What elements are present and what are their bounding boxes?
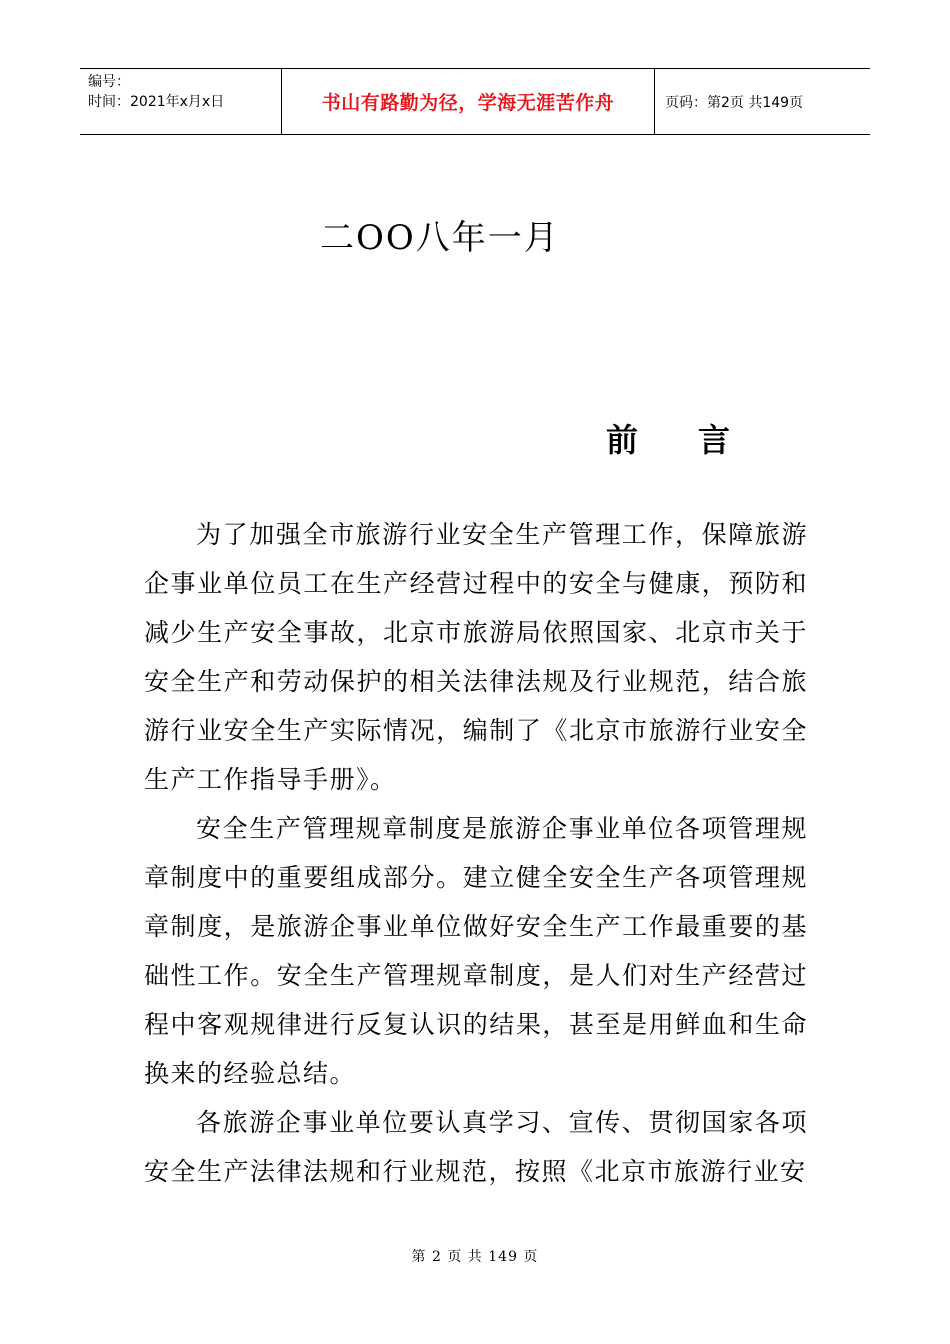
header-meta xyxy=(80,69,282,134)
header-motto: 书山有路勤为径，学海无涯苦作舟 xyxy=(282,69,655,134)
preface-body xyxy=(144,510,808,1196)
preface-title: 前言 xyxy=(606,421,791,459)
header-page-info: 页码：第2页 共149页 xyxy=(665,94,804,111)
paragraph: 各旅游企事业单位要认真学习、宣传、贯彻国家各项安全生产法律法规和行业规范，按照《北京市旅游行业安 xyxy=(144,1108,808,1186)
paragraph: 为了加强全市旅游行业安全生产管理工作，保障旅游企事业单位员工在生产经营过程中的安全与健康，预防和减少生产安全事故，北京市旅游局依照国家、北京市关于安全生产和劳动保护的相关法律法规及行业规范，结合旅游行业安全生产实际情况，编制了《北京市旅游行业安全生产工作指导手册》。 xyxy=(144,520,808,794)
page-header xyxy=(80,68,870,135)
time-label: 时间：2021年x月x日 xyxy=(88,94,225,110)
number-label: 编号： xyxy=(88,74,130,90)
paragraph: 安全生产管理规章制度是旅游企事业单位各项管理规章制度中的重要组成部分。建立健全安全生产各项管理规章制度，是旅游企事业单位做好安全生产工作最重要的基础性工作。安全生产管理规章制度，是人们对生产经营过程中客观规律进行反复认识的结果，甚至是用鲜血和生命换来的经验总结。 xyxy=(144,814,808,1088)
page-footer: 第 2 页 共 149 页 xyxy=(411,1249,539,1265)
date-line: 二OO八年一月 xyxy=(320,218,560,258)
